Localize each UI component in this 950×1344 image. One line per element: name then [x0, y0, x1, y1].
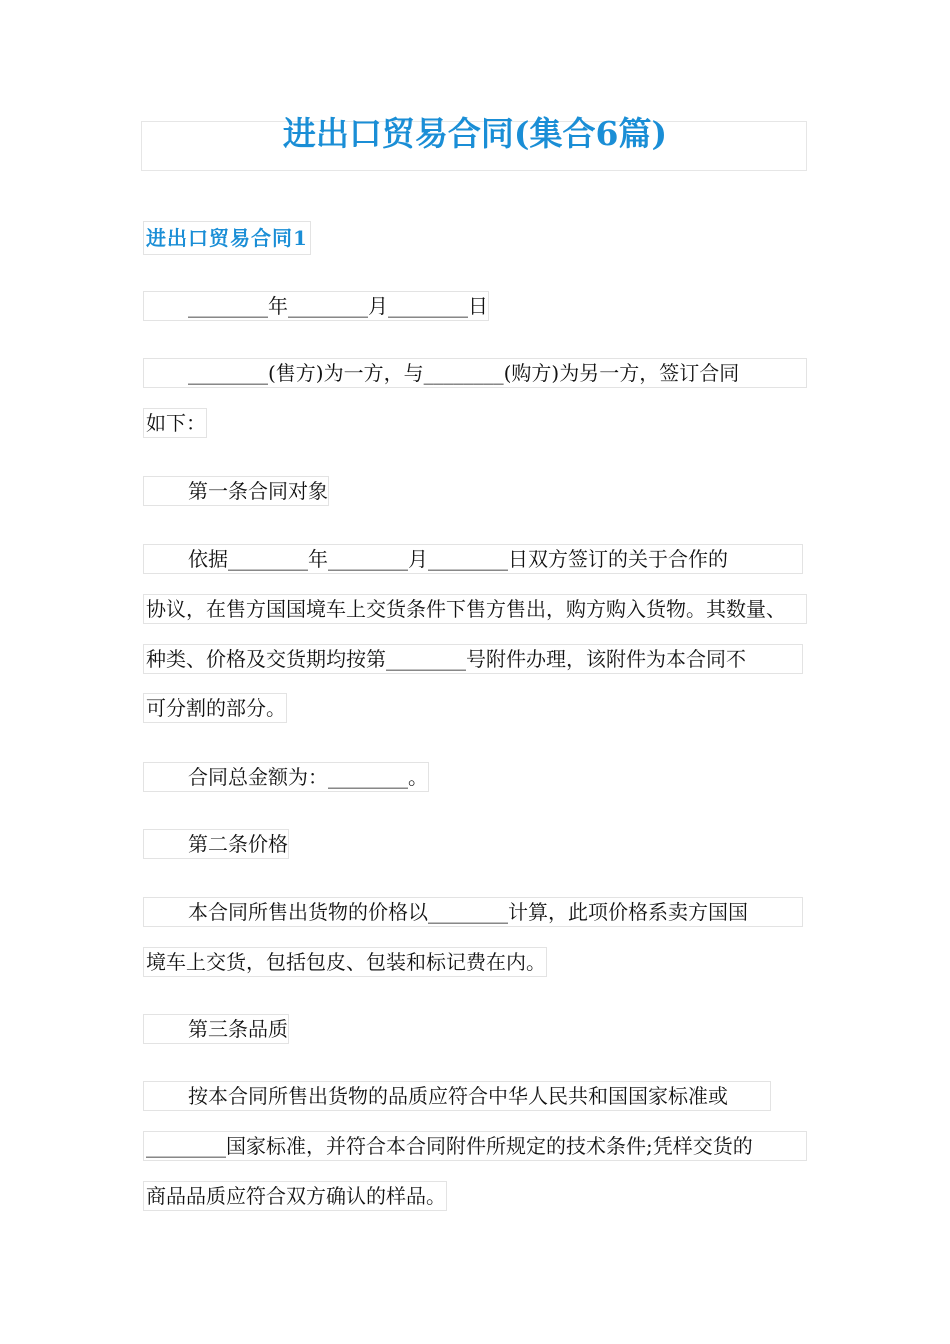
clause-heading: 第一条合同对象 [143, 476, 329, 506]
paragraph-line: 种类、价格及交货期均按第________号附件办理，该附件为本合同不 [143, 644, 803, 674]
clause-heading: 第三条品质 [143, 1014, 289, 1044]
paragraph-line: ________国家标准，并符合本合同附件所规定的技术条件;凭样交货的 [143, 1131, 807, 1161]
paragraph-line: 合同总金额为：________。 [143, 762, 429, 792]
clause-heading: 第二条价格 [143, 829, 289, 859]
paragraph-line: 依据________年________月________日双方签订的关于合作的 [143, 544, 803, 574]
section-heading: 进出口贸易合同1 [143, 221, 311, 255]
paragraph-line: ________(售方)为一方，与________(购方)为另一方，签订合同 [143, 358, 807, 388]
document-title: 进出口贸易合同(集合6篇) [282, 114, 668, 153]
paragraph-line: 如下： [143, 408, 207, 438]
paragraph-line: 商品品质应符合双方确认的样品。 [143, 1181, 447, 1211]
paragraph-line: 按本合同所售出货物的品质应符合中华人民共和国国家标准或 [143, 1081, 771, 1111]
paragraph-line: 本合同所售出货物的价格以________计算，此项价格系卖方国国 [143, 897, 803, 927]
paragraph-line: 可分割的部分。 [143, 693, 287, 723]
date-line: ________年________月________日 [143, 291, 489, 321]
paragraph-line: 境车上交货，包括包皮、包装和标记费在内。 [143, 947, 547, 977]
paragraph-line: 协议，在售方国国境车上交货条件下售方售出，购方购入货物。其数量、 [143, 594, 807, 624]
